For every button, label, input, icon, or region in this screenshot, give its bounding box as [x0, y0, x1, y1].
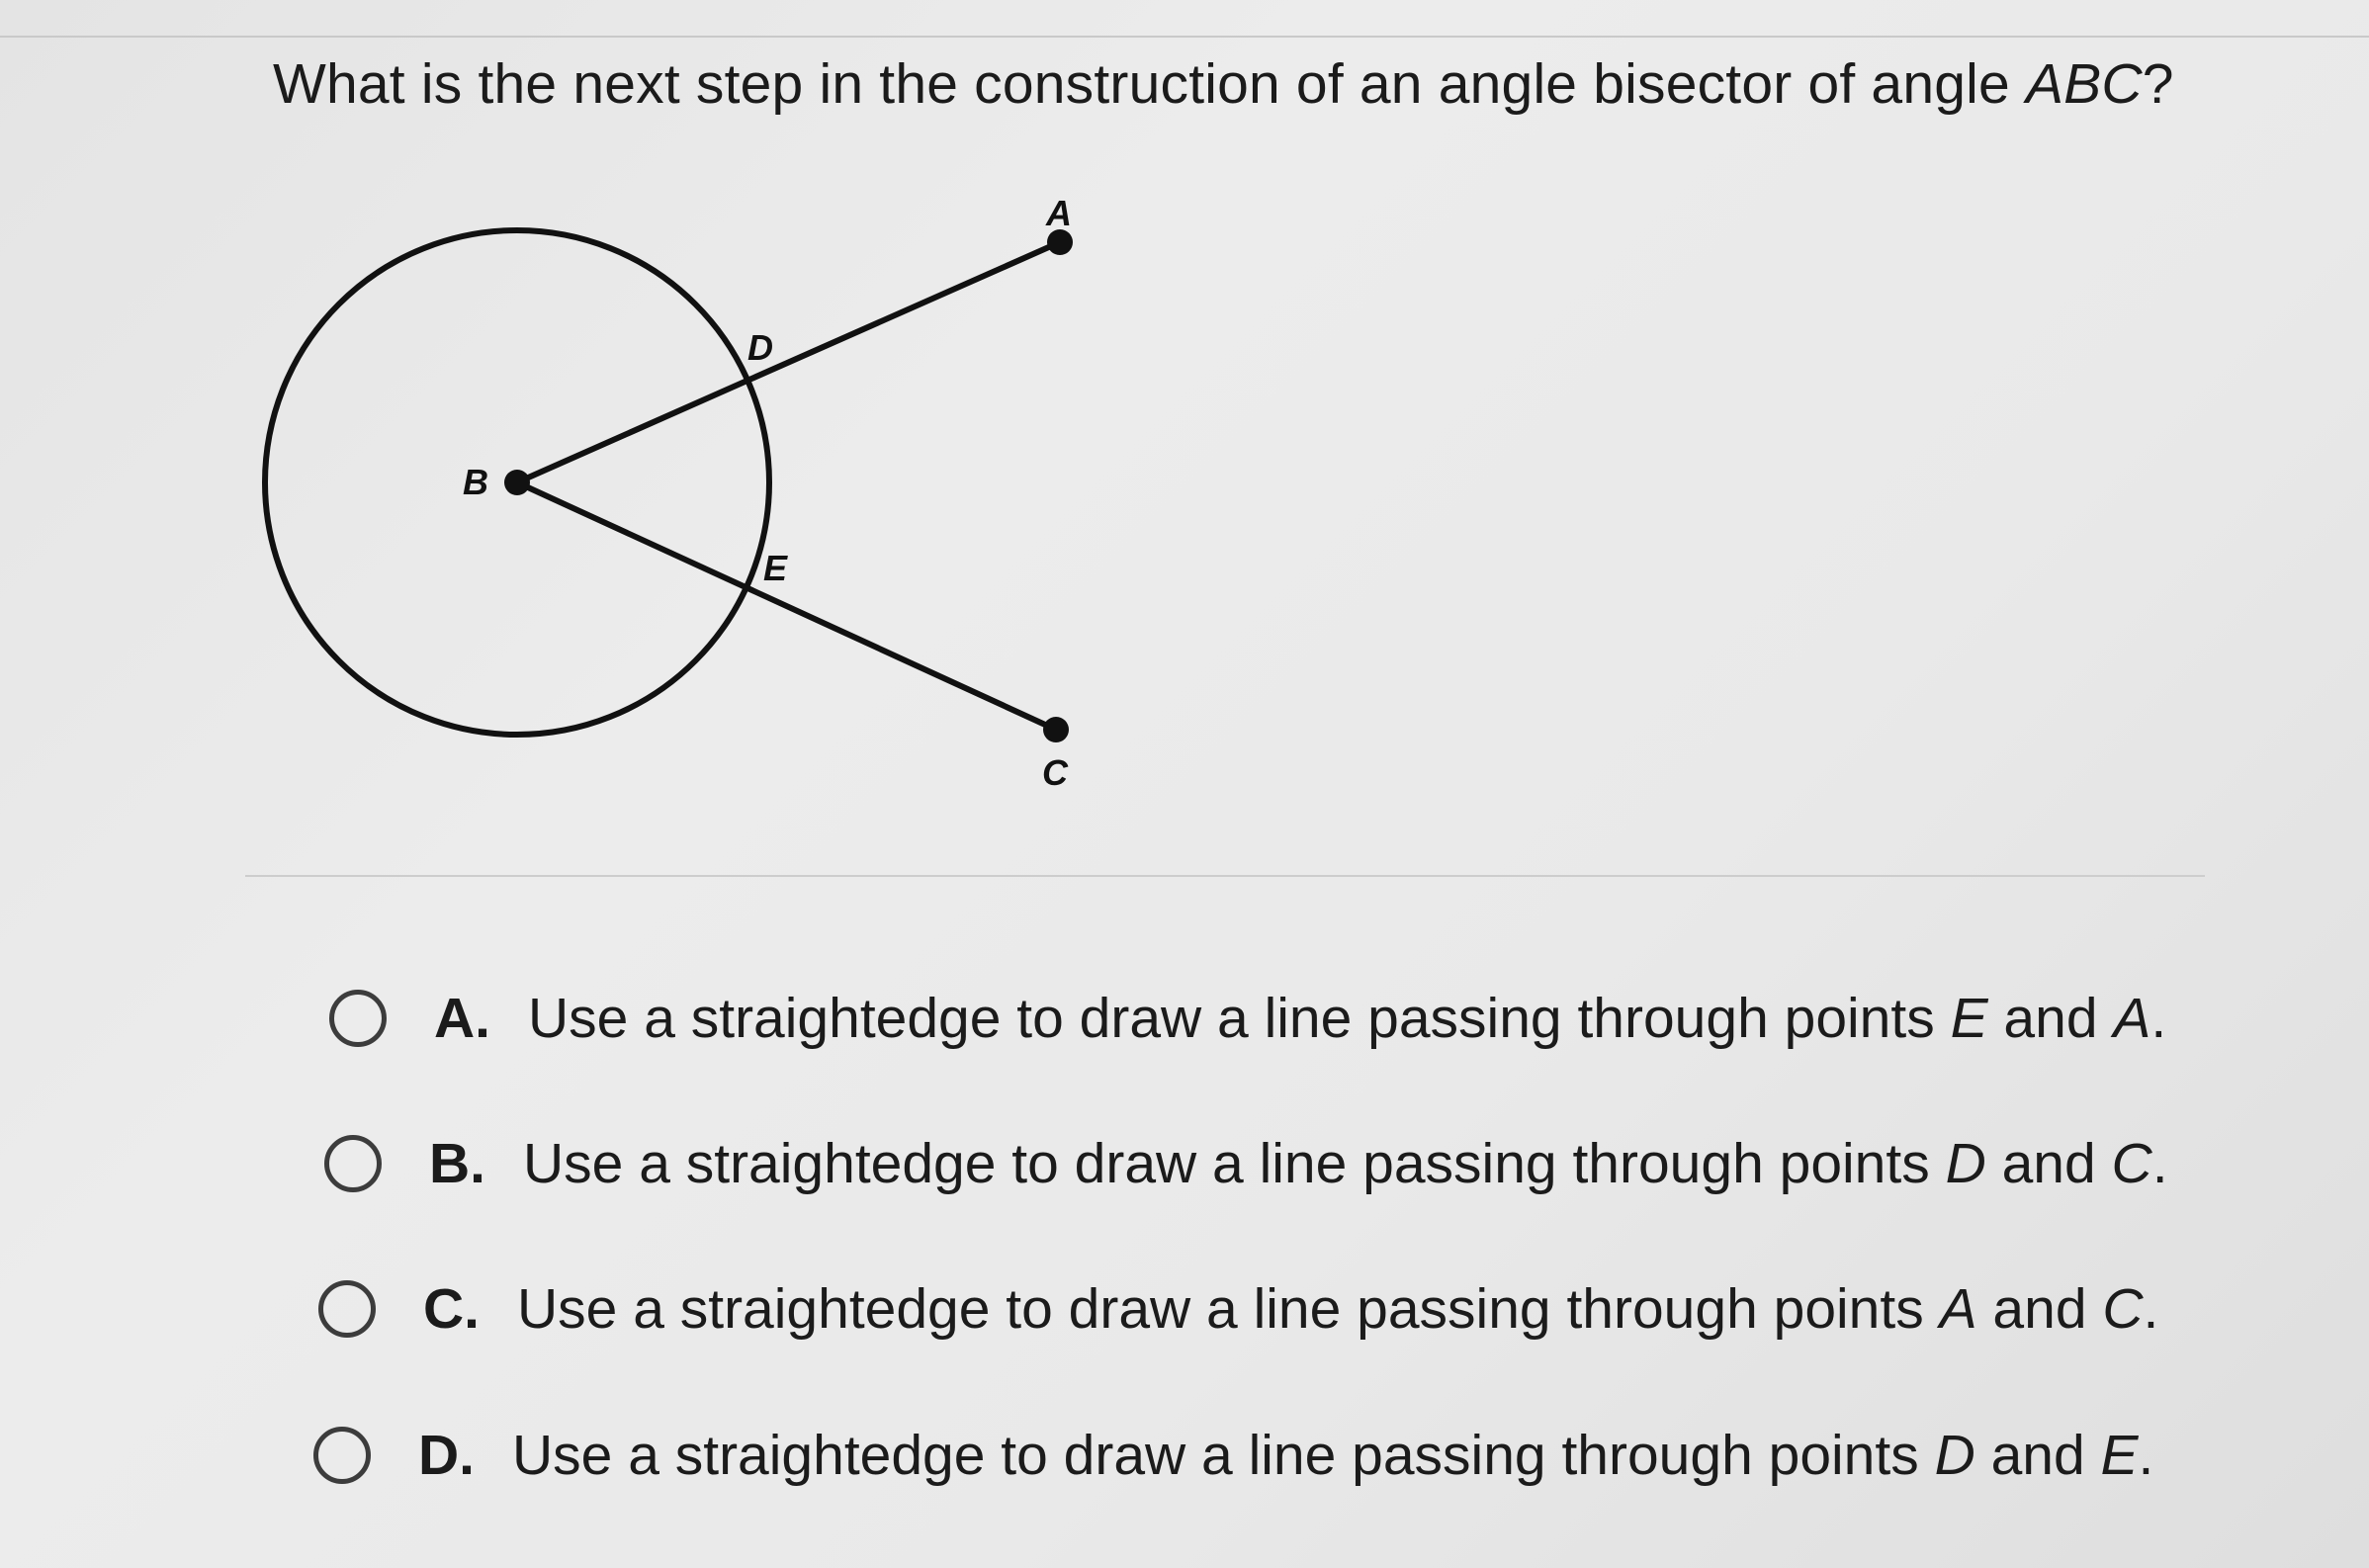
choice-c-letter: C. [423, 1277, 480, 1341]
section-divider [245, 875, 2205, 877]
radio-button-a[interactable] [329, 990, 387, 1047]
choice-d-point-2: E [2100, 1424, 2139, 1487]
ray-bc [517, 482, 1056, 730]
choice-b-letter: B. [429, 1132, 485, 1195]
ray-ba [517, 242, 1060, 482]
radio-button-b[interactable] [324, 1135, 382, 1192]
choice-c-point-1: A [1939, 1277, 1977, 1341]
choice-a-point-1: E [1950, 987, 1988, 1050]
choice-d-letter: D. [418, 1424, 475, 1487]
radio-button-d[interactable] [313, 1427, 371, 1484]
choice-b-and: and [1985, 1132, 2112, 1195]
choice-a[interactable] [329, 974, 2166, 1063]
choice-c[interactable] [318, 1264, 2158, 1353]
label-d: D [747, 327, 773, 368]
choice-d-body: Use a straightedge to draw a line passing through points [512, 1424, 1935, 1487]
choice-b-body: Use a straightedge to draw a line passing through points [523, 1132, 1946, 1195]
choice-b-end: . [2151, 1132, 2168, 1195]
point-c [1043, 717, 1069, 742]
radio-button-c[interactable] [318, 1280, 376, 1338]
label-c: C [1042, 752, 1068, 793]
choice-a-letter: A. [434, 987, 490, 1050]
choice-c-text [517, 1276, 2158, 1342]
choice-c-point-2: C [2102, 1277, 2144, 1341]
choice-b-point-2: C [2111, 1132, 2152, 1195]
choice-d-and: and [1974, 1424, 2101, 1487]
label-e: E [763, 548, 788, 588]
choice-a-text [528, 986, 2166, 1051]
question-suffix: ? [2142, 52, 2174, 116]
choice-d[interactable] [313, 1411, 2153, 1500]
question-prefix: What is the next step in the construction of an angle bisector of angle [273, 52, 2026, 116]
choice-b-point-1: D [1945, 1132, 1986, 1195]
choice-a-end: . [2150, 987, 2167, 1050]
choice-a-point-2: A [2113, 987, 2151, 1050]
choice-b[interactable] [324, 1119, 2168, 1208]
choice-c-body: Use a straightedge to draw a line passing through points [517, 1277, 1940, 1341]
choice-b-text [523, 1131, 2168, 1196]
choice-d-text [512, 1423, 2153, 1488]
choice-c-end: . [2143, 1277, 2159, 1341]
choice-a-body: Use a straightedge to draw a line passing through points [528, 987, 1951, 1050]
choice-d-end: . [2138, 1424, 2154, 1487]
choice-d-point-1: D [1934, 1424, 1975, 1487]
choice-c-and: and [1976, 1277, 2103, 1341]
label-b: B [463, 462, 488, 502]
label-a: A [1046, 193, 1072, 233]
question-angle: ABC [2025, 52, 2143, 116]
choice-a-and: and [1987, 987, 2114, 1050]
point-b [504, 470, 530, 495]
